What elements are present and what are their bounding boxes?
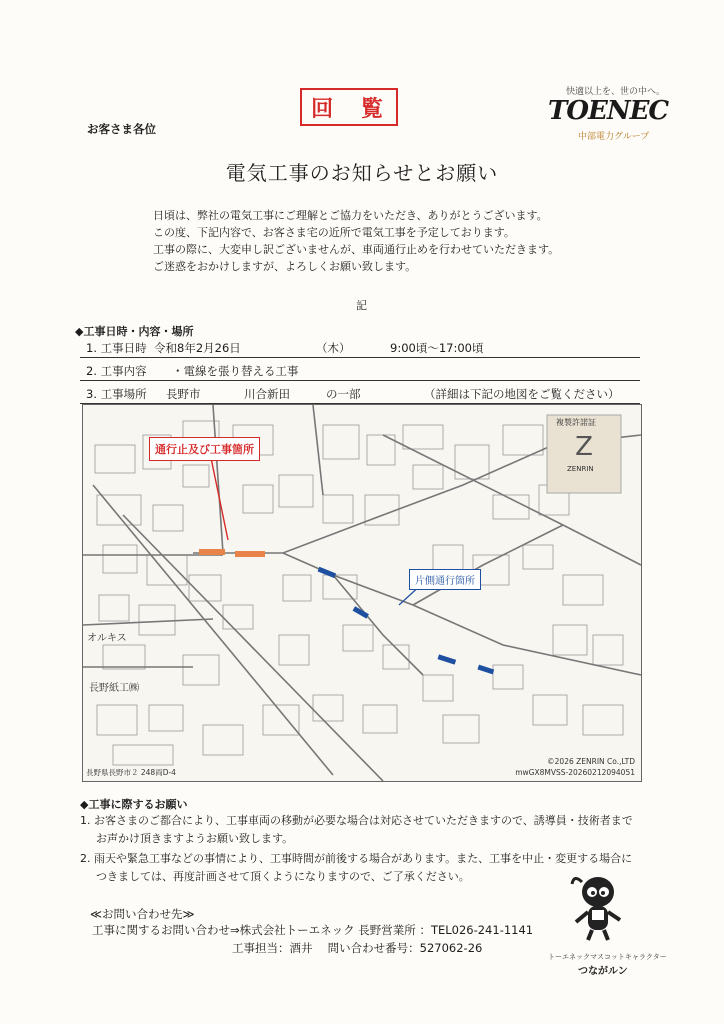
permit-brand: ZENRIN: [567, 465, 594, 473]
one-side-callout: 片側通行箇所: [409, 569, 481, 590]
contact-line-2: 工事担当：酒井 問い合わせ番号：527062-26: [232, 941, 483, 955]
toenec-logo: TOENEC: [548, 96, 669, 126]
request-line: お声かけ頂きますようお願い致します。: [96, 832, 294, 845]
date-row: [80, 338, 640, 358]
time-value: 9:00頃～17:00頃: [390, 341, 484, 355]
request-num: 1.: [80, 814, 91, 827]
zenrin-z-icon: Z: [575, 432, 593, 462]
request-line: つきましては、再度計画させて頂くようになりますので、ご了承ください。: [96, 870, 470, 883]
construction-map: [82, 404, 642, 782]
mascot-caption: トーエネックマスコットキャラクター: [548, 953, 667, 961]
map-drawing: [83, 405, 641, 781]
logo-tagline: 快適以上を、世の中へ。: [566, 87, 666, 97]
map-label-nagano-shiko: 長野紙工㈱: [89, 679, 139, 694]
request-num: 2.: [80, 852, 91, 865]
page-title: 電気工事のお知らせとお願い: [225, 161, 499, 185]
ki-mark: 記: [356, 299, 367, 312]
intro-line: 日頃は、弊社の電気工事にご理解とご協力をいただき、ありがとうございます。: [153, 209, 548, 222]
date-value: 令和8年2月26日: [154, 341, 241, 355]
recipients: お客さま各位: [87, 122, 156, 136]
contact-line-1: 工事に関するお問い合わせ⇒株式会社トーエネック 長野営業所 ：TEL026-241-1141: [92, 923, 534, 937]
contact-heading: ≪お問い合わせ先≫: [90, 907, 195, 921]
map-blocks: [95, 421, 623, 765]
request-item-1: [80, 812, 633, 848]
mascot-illustration: [564, 872, 634, 942]
place-label: 3. 工事場所: [86, 387, 147, 401]
closure-pointer: [211, 458, 228, 540]
weekday-value: （木）: [316, 341, 351, 355]
content-label: 2. 工事内容: [86, 364, 147, 378]
place-city: 長野市: [166, 387, 201, 401]
intro-paragraph: [153, 207, 559, 275]
date-label: 1. 工事日時: [86, 341, 147, 355]
mascot-name: つながルン: [578, 966, 628, 977]
map-sheet-ref: 長野県長野市２ 248両D-4: [86, 768, 176, 777]
place-part: の一部: [326, 387, 361, 401]
details-heading: ◆工事日時・内容・場所: [75, 325, 194, 338]
intro-line: この度、下記内容で、お客さま宅の近所で電気工事を予定しております。: [153, 226, 515, 239]
request-line: お客さまのご都合により、工事車両の移動が必要な場合は対応させていただきますので、誘導員・技術者まで: [94, 814, 633, 827]
content-row: [80, 361, 640, 381]
content-value: ・電線を張り替える工事: [172, 364, 299, 378]
map-label-orukisu: オルキス: [87, 629, 127, 644]
requests-heading: ◆工事に際するお願い: [80, 798, 188, 811]
permit-label: 複製許諾証: [556, 418, 596, 427]
intro-line: ご迷惑をおかけしますが、よろしくお願い致します。: [153, 260, 417, 273]
place-note: （詳細は下記の地図をご覧ください）: [424, 387, 620, 401]
place-area: 川合新田: [244, 387, 290, 401]
logo-group: 中部電力グループ: [578, 132, 650, 142]
kairan-stamp: 回 覧: [300, 88, 398, 126]
place-row: [80, 384, 640, 404]
map-copyright: ©2026 ZENRIN Co.,LTD: [547, 757, 635, 766]
closure-callout: 通行止及び工事箇所: [149, 437, 260, 461]
intro-line: 工事の際に、大変申し訳ございませんが、車両通行止めを行わせていただきます。: [153, 243, 560, 256]
request-line: 雨天や緊急工事などの事情により、工事時間が前後する場合があります。また、工事を中止・変更する場合に: [94, 852, 633, 865]
request-item-2: [80, 850, 632, 886]
map-code: mwGX8MVSS-20260212094051: [515, 768, 635, 777]
